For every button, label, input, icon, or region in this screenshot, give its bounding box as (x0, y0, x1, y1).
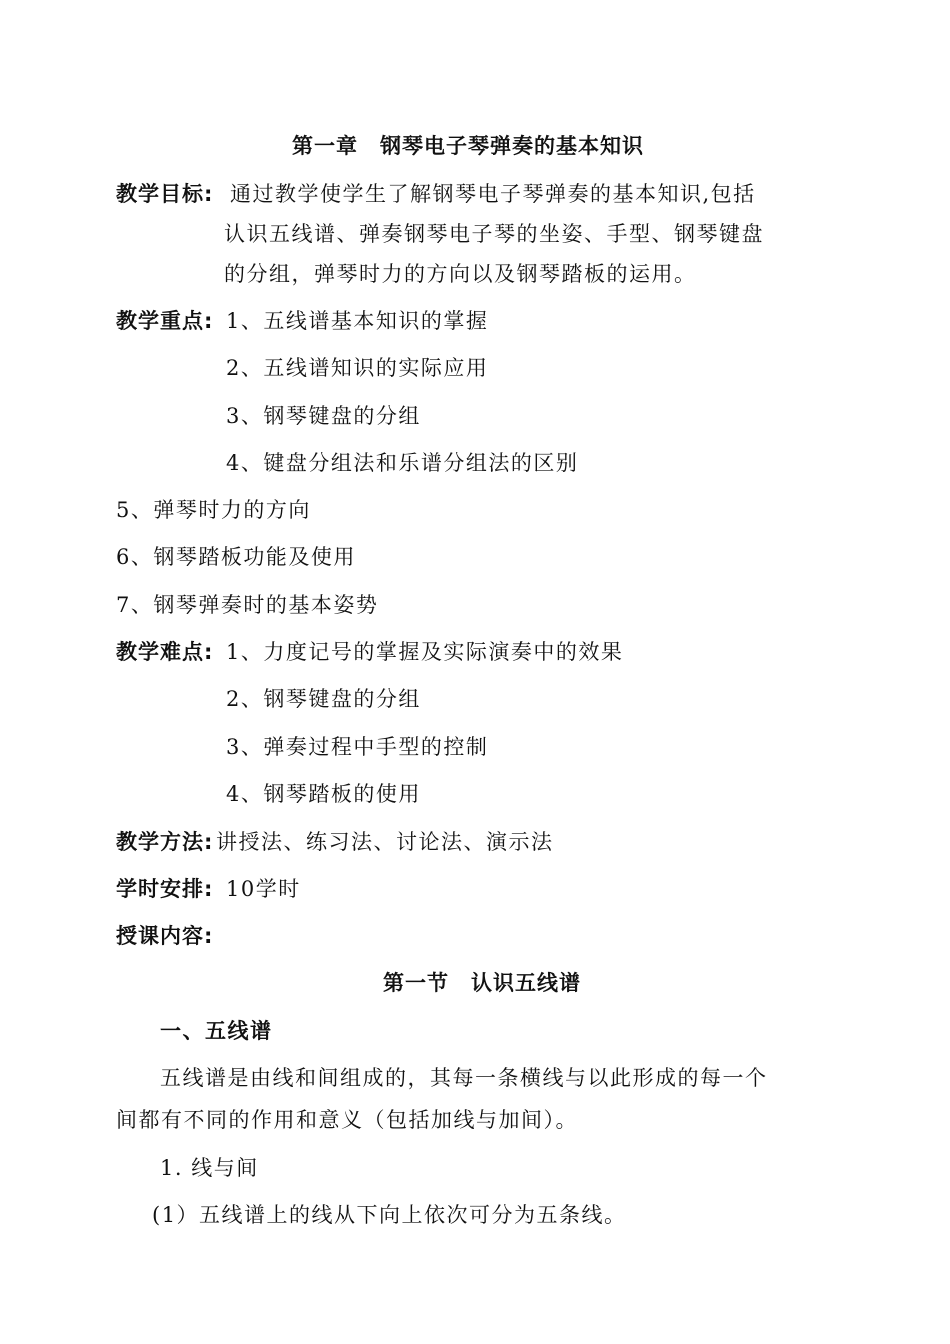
item-1: 1. 线与间 (160, 1156, 259, 1180)
paragraph-line-2: 间都有不同的作用和意义（包括加线与加间）。 (116, 1108, 578, 1132)
key-points-label: 教学重点: (116, 309, 214, 333)
objectives-line-3: 的分组，弹琴时力的方向以及钢琴踏板的运用。 (224, 262, 697, 286)
key-point-3: 3、钢琴键盘的分组 (226, 404, 421, 428)
difficulties-label: 教学难点: (116, 640, 214, 664)
chapter-title: 第一章 钢琴电子琴弹奏的基本知识 (292, 133, 644, 158)
key-point-7: 7、钢琴弹奏时的基本姿势 (116, 593, 379, 617)
hours-label: 学时安排: (116, 877, 214, 901)
objectives-line-1: 通过教学使学生了解钢琴电子琴弹奏的基本知识,包括 (230, 182, 756, 206)
paragraph-line-1: 五线谱是由线和间组成的，其每一条横线与以此形成的每一个 (160, 1066, 768, 1090)
methods-text: 讲授法、练习法、讨论法、演示法 (216, 830, 554, 854)
hours-text: 10学时 (226, 877, 301, 901)
content-label: 授课内容: (116, 924, 214, 948)
item-1-1: (1）五线谱上的线从下向上依次可分为五条线。 (152, 1203, 627, 1227)
difficulty-4: 4、钢琴踏板的使用 (226, 782, 421, 806)
key-point-6: 6、钢琴踏板功能及使用 (116, 545, 356, 569)
difficulty-2: 2、钢琴键盘的分组 (226, 687, 421, 711)
subsection-title: 一、五线谱 (160, 1018, 273, 1043)
difficulty-1: 1、力度记号的掌握及实际演奏中的效果 (226, 640, 624, 664)
section-title: 第一节 认识五线谱 (383, 970, 581, 995)
methods-label: 教学方法: (116, 830, 214, 854)
key-point-4: 4、键盘分组法和乐谱分组法的区别 (226, 451, 579, 475)
objectives-line-2: 认识五线谱、弹奏钢琴电子琴的坐姿、手型、钢琴键盘 (224, 222, 764, 246)
key-point-2: 2、五线谱知识的实际应用 (226, 356, 489, 380)
objectives-label: 教学目标: (116, 182, 214, 206)
difficulty-3: 3、弹奏过程中手型的控制 (226, 735, 489, 759)
key-point-5: 5、弹琴时力的方向 (116, 498, 311, 522)
key-point-1: 1、五线谱基本知识的掌握 (226, 309, 489, 333)
